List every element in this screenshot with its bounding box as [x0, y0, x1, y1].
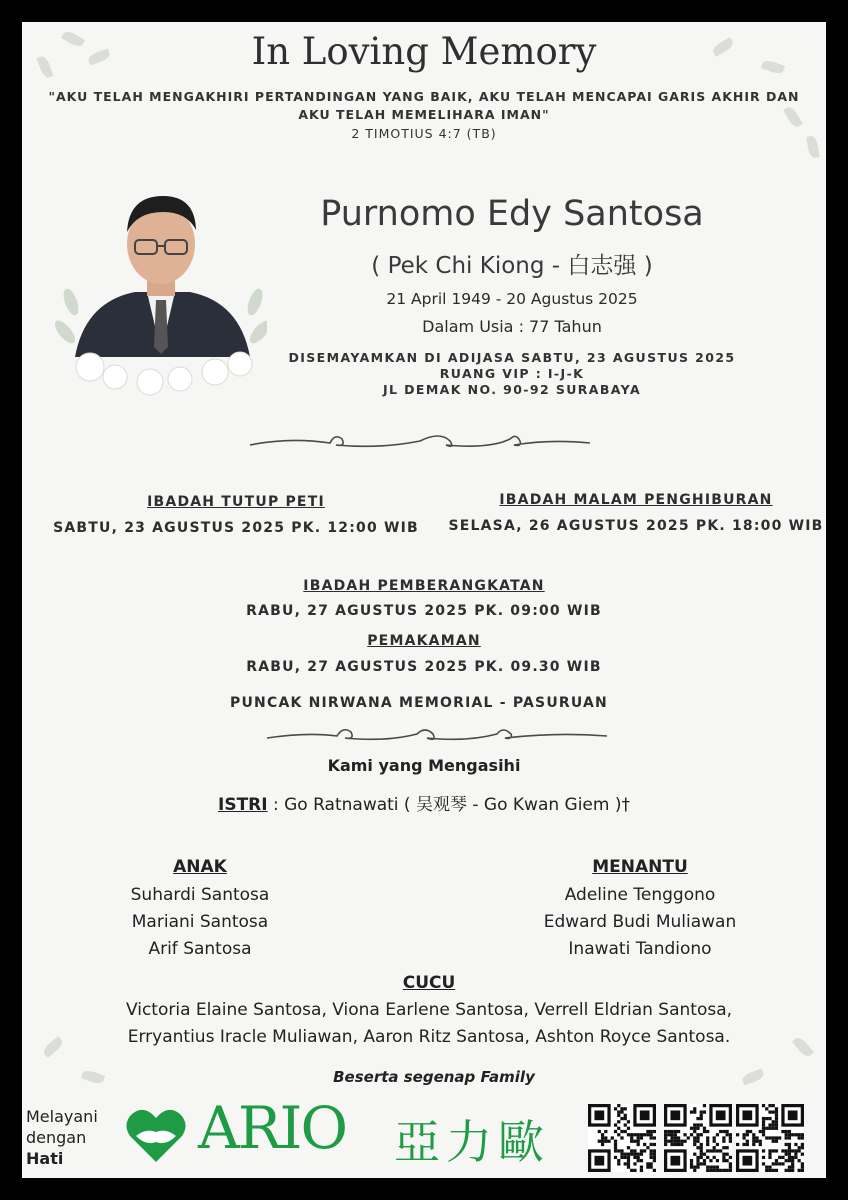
- pemberangkatan-time: RABU, 27 AGUSTUS 2025 PK. 09:00 WIB: [246, 603, 602, 619]
- anak-heading: ANAK: [173, 857, 227, 877]
- bible-verse: "AKU TELAH MENGAKHIRI PERTANDINGAN YANG BAIK, AKU TELAH MENCAPAI GARIS AKHIR DAN AKU TELAH MEMELIHARA IMAN": [48, 89, 800, 122]
- cucu-line: Erryantius Iracle Muliawan, Aaron Ritz Santosa, Ashton Royce Santosa.: [127, 1027, 731, 1047]
- cucu-heading: CUCU: [402, 973, 456, 993]
- deceased-alias: ( Pek Chi Kiong - 白志强 ): [371, 253, 653, 279]
- life-dates: 21 April 1949 - 20 Agustus 2025: [386, 290, 638, 308]
- page-title: In Loving Memory: [251, 30, 597, 73]
- istri-value: : Go Ratnawati ( 吴观琴 - Go Kwan Giem )†: [267, 795, 630, 815]
- anak-list: [100, 882, 300, 963]
- list-item: Mariani Santosa: [131, 912, 269, 932]
- menantu-heading: MENANTU: [592, 857, 688, 877]
- istri-label: ISTRI: [218, 795, 268, 815]
- cucu-list: [22, 997, 826, 1051]
- venue-address: JL DEMAK NO. 90-92 SURABAYA: [382, 382, 642, 397]
- tagline: [26, 1106, 98, 1169]
- list-item: Inawati Tandiono: [568, 939, 712, 959]
- qr-code-icon[interactable]: [664, 1104, 732, 1172]
- deceased-name: Purnomo Edy Santosa: [320, 194, 704, 234]
- burial-place: PUNCAK NIRWANA MEMORIAL - PASURUAN: [230, 695, 608, 711]
- list-item: Arif Santosa: [148, 939, 252, 959]
- pemberangkatan-heading: IBADAH PEMBERANGKATAN: [303, 578, 545, 594]
- malam-penghiburan-heading: IBADAH MALAM PENGHIBURAN: [499, 492, 773, 508]
- venue-line: DISEMAYAMKAN DI ADIJASA SABTU, 23 AGUSTUS 2025: [288, 350, 736, 365]
- qr-code-icon[interactable]: [736, 1104, 804, 1172]
- tutup-peti-time: SABTU, 23 AGUSTUS 2025 PK. 12:00 WIB: [53, 520, 419, 536]
- cucu-line: Victoria Elaine Santosa, Viona Earlene Santosa, Verrell Eldrian Santosa,: [125, 1000, 733, 1020]
- qr-code-icon[interactable]: [588, 1104, 656, 1172]
- verse-reference: 2 TIMOTIUS 4:7 (TB): [351, 126, 497, 141]
- portrait-photo: [55, 182, 267, 404]
- list-item: Edward Budi Muliawan: [543, 912, 737, 932]
- istri-line: [22, 790, 826, 815]
- heart-hands-logo-icon: [122, 1102, 190, 1170]
- brand-logo-text: ARIO: [198, 1094, 347, 1162]
- venue-room: RUANG VIP : I-J-K: [439, 366, 585, 381]
- tagline-line: Melayani: [26, 1107, 98, 1126]
- brand-logo-cjk: 亞力歐: [394, 1115, 550, 1169]
- flourish-divider: [250, 427, 590, 457]
- flourish-divider: [267, 722, 607, 748]
- closing-text: Beserta segenap Family: [333, 1068, 535, 1086]
- list-item: Suhardi Santosa: [130, 885, 270, 905]
- list-item: Adeline Tenggono: [564, 885, 716, 905]
- age-text: Dalam Usia : 77 Tahun: [422, 317, 602, 336]
- pemakaman-time: RABU, 27 AGUSTUS 2025 PK. 09.30 WIB: [246, 659, 602, 675]
- tagline-line: Hati: [26, 1149, 64, 1168]
- family-heading: Kami yang Mengasihi: [327, 756, 521, 775]
- pemakaman-heading: PEMAKAMAN: [367, 633, 481, 649]
- tutup-peti-heading: IBADAH TUTUP PETI: [147, 494, 325, 510]
- malam-penghiburan-time: SELASA, 26 AGUSTUS 2025 PK. 18:00 WIB: [448, 518, 824, 534]
- menantu-list: [520, 882, 760, 963]
- memorial-card: [22, 22, 826, 1178]
- tagline-line: dengan: [26, 1128, 87, 1147]
